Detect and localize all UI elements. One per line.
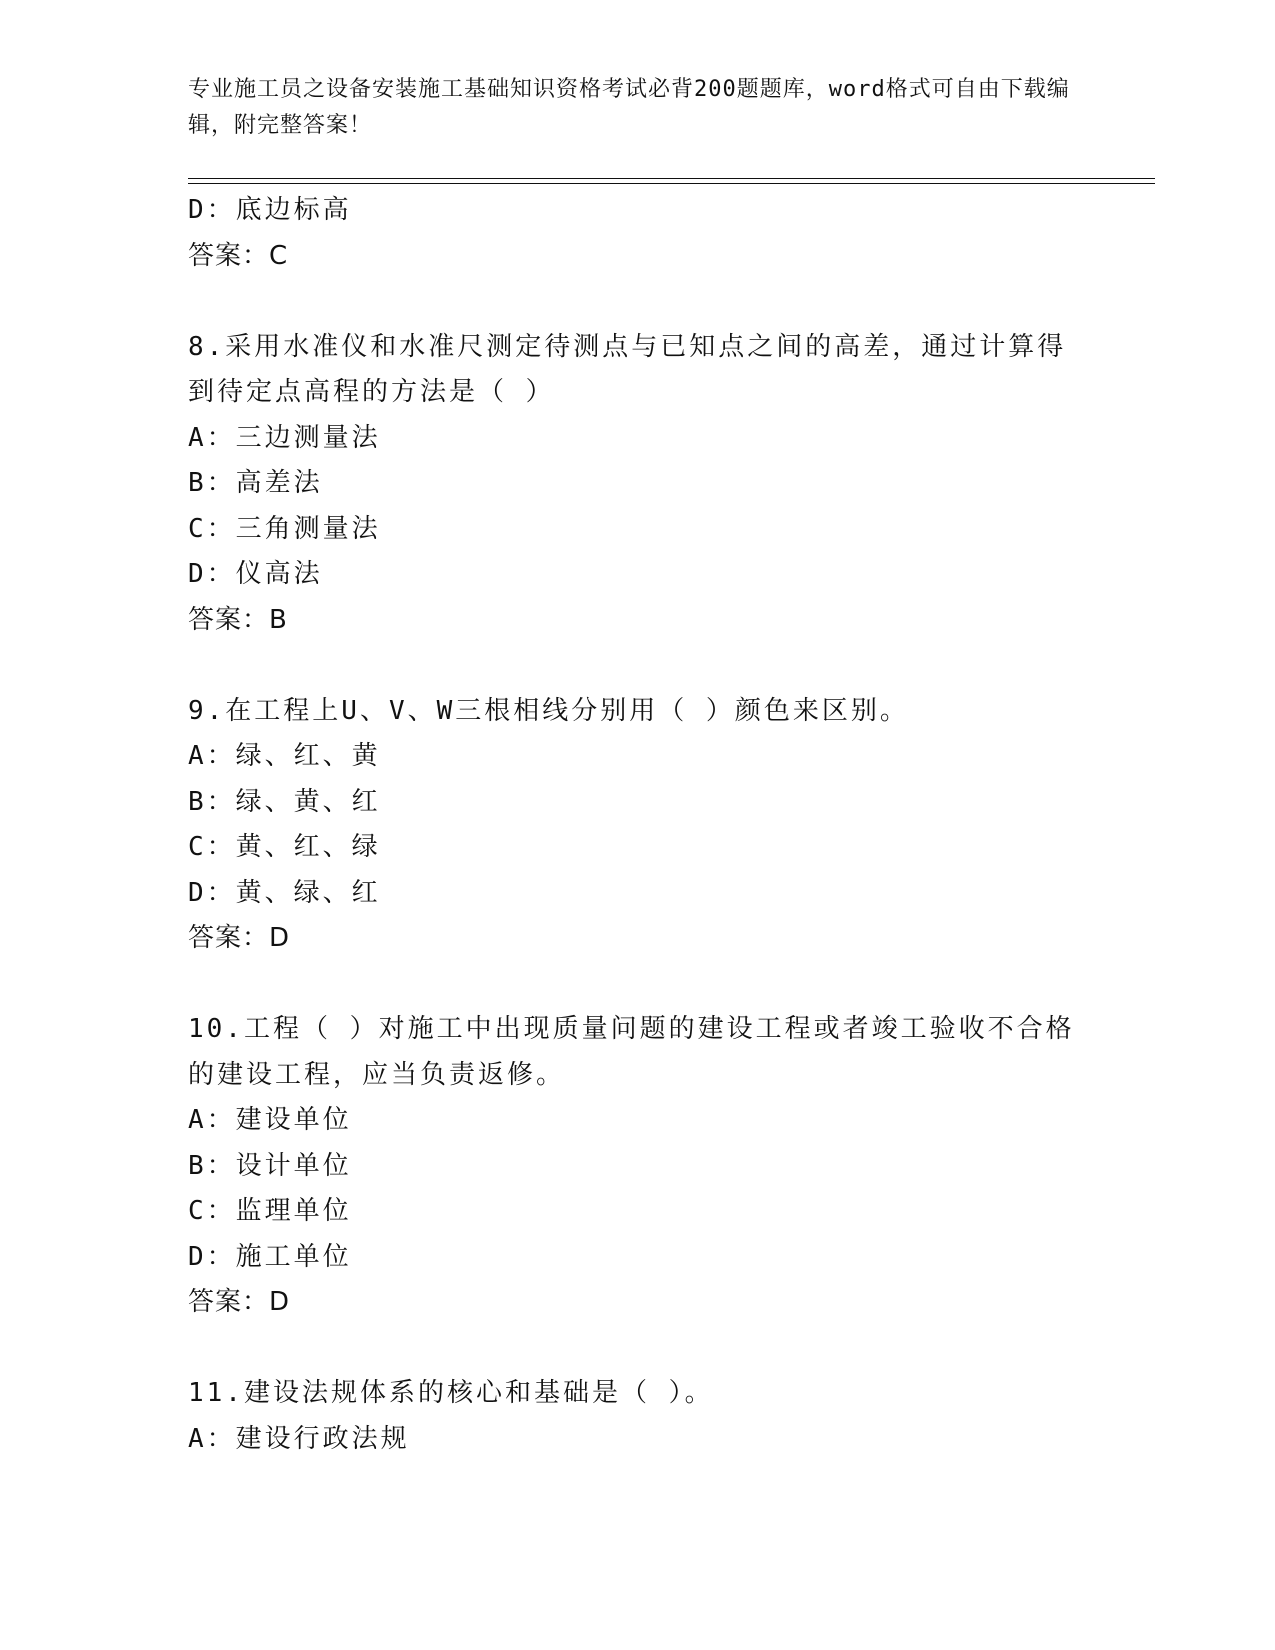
question-stem: 9.在工程上U、V、W三根相线分别用（ ）颜色来区别。	[188, 695, 909, 726]
answer: 答案：D	[188, 1287, 291, 1317]
question-stem: 8.采用水准仪和水准尺测定待测点与已知点之间的高差，通过计算得	[188, 331, 1067, 362]
question-list	[188, 188, 1088, 1462]
spacer	[188, 962, 1088, 1008]
option-a: A：建设行政法规	[188, 1423, 410, 1454]
question-8	[188, 325, 1088, 644]
spacer	[188, 1326, 1088, 1372]
question-11	[188, 1371, 1088, 1462]
question-stem: 到待定点高程的方法是（ ）	[188, 377, 555, 407]
question-stem: 11.建设法规体系的核心和基础是（ ）。	[188, 1378, 714, 1408]
option-b: B：高差法	[188, 468, 323, 498]
option-d: D：施工单位	[188, 1241, 352, 1272]
question-stem: 的建设工程，应当负责返修。	[188, 1059, 566, 1090]
spacer	[188, 279, 1088, 325]
option-a: A：建设单位	[188, 1105, 352, 1135]
question-stem: 10.工程（ ）对施工中出现质量问题的建设工程或者竣工验收不合格	[188, 1014, 1075, 1044]
header-text: 专业施工员之设备安装施工基础知识资格考试必背200题题库，word格式可自由下载编辑，附完整答案！	[188, 77, 1070, 138]
option-d: D：黄、绿、红	[188, 877, 381, 908]
document-header	[188, 72, 1078, 144]
answer: 答案：B	[188, 604, 288, 635]
option-c: C：黄、红、绿	[188, 832, 381, 862]
question-9	[188, 689, 1088, 962]
option-a: A：三边测量法	[188, 422, 381, 453]
answer: 答案：C	[188, 240, 289, 271]
option-c: C：监理单位	[188, 1196, 352, 1226]
header-rule-bottom	[188, 183, 1155, 184]
option-d: D：底边标高	[188, 195, 352, 225]
option-a: A：绿、红、黄	[188, 741, 381, 771]
option-c: C：三角测量法	[188, 513, 381, 544]
question-10	[188, 1007, 1088, 1326]
header-rule-top	[188, 178, 1155, 179]
option-b: B：绿、黄、红	[188, 786, 381, 817]
answer: 答案：D	[188, 923, 291, 953]
spacer	[188, 643, 1088, 689]
option-d: D：仪高法	[188, 559, 323, 589]
option-b: B：设计单位	[188, 1150, 352, 1181]
